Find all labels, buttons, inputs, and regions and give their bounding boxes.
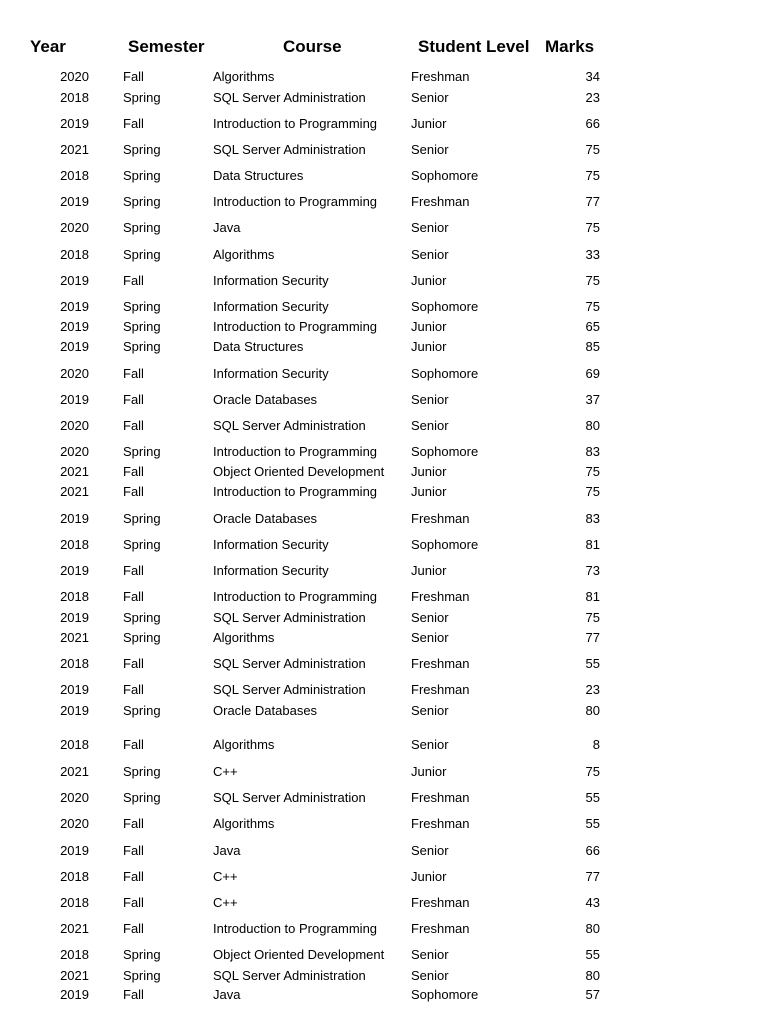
cell-semester[interactable]: Fall — [123, 484, 144, 499]
cell-semester[interactable]: Fall — [123, 366, 144, 381]
cell-semester[interactable]: Spring — [123, 247, 161, 262]
cell-course[interactable]: Introduction to Programming — [213, 444, 378, 459]
cell-course[interactable]: Algorithms — [213, 247, 275, 262]
cell-year[interactable]: 2021 — [60, 630, 89, 645]
cell-marks[interactable]: 8 — [592, 737, 600, 752]
cell-marks[interactable]: 81 — [585, 537, 600, 552]
table-row — [0, 921, 768, 937]
table-row — [0, 682, 768, 698]
cell-marks[interactable]: 80 — [585, 968, 600, 983]
table-row — [0, 563, 768, 579]
cell-student-level[interactable]: Senior — [411, 418, 449, 433]
table-row — [0, 511, 768, 527]
cell-course[interactable]: Algorithms — [213, 737, 275, 752]
cell-semester[interactable]: Spring — [123, 968, 161, 983]
cell-year[interactable]: 2021 — [60, 142, 89, 157]
cell-marks[interactable]: 43 — [585, 895, 600, 910]
cell-year[interactable]: 2019 — [60, 116, 89, 131]
table-row — [0, 656, 768, 672]
cell-year[interactable]: 2018 — [60, 589, 89, 604]
cell-student-level[interactable]: Senior — [411, 392, 449, 407]
cell-marks[interactable]: 75 — [585, 273, 600, 288]
cell-course[interactable]: SQL Server Administration — [213, 968, 366, 983]
cell-student-level[interactable]: Senior — [411, 737, 449, 752]
table-row — [0, 366, 768, 382]
cell-semester[interactable]: Spring — [123, 610, 161, 625]
cell-marks[interactable]: 55 — [585, 816, 600, 831]
cell-semester[interactable]: Fall — [123, 464, 144, 479]
table-row — [0, 247, 768, 263]
cell-marks[interactable]: 75 — [585, 464, 600, 479]
cell-marks[interactable]: 33 — [585, 247, 600, 262]
cell-semester[interactable]: Spring — [123, 947, 161, 962]
cell-year[interactable]: 2020 — [60, 418, 89, 433]
table-row — [0, 610, 768, 626]
cell-student-level[interactable]: Freshman — [411, 682, 470, 697]
cell-semester[interactable]: Spring — [123, 630, 161, 645]
table-row — [0, 220, 768, 236]
cell-course[interactable]: SQL Server Administration — [213, 418, 366, 433]
cell-marks[interactable]: 66 — [585, 843, 600, 858]
cell-semester[interactable]: Fall — [123, 895, 144, 910]
cell-year[interactable]: 2018 — [60, 737, 89, 752]
cell-year[interactable]: 2021 — [60, 484, 89, 499]
cell-course[interactable]: Information Security — [213, 366, 329, 381]
cell-marks[interactable]: 75 — [585, 142, 600, 157]
cell-year[interactable]: 2018 — [60, 168, 89, 183]
cell-student-level[interactable]: Freshman — [411, 194, 470, 209]
cell-course[interactable]: Object Oriented Development — [213, 464, 385, 479]
table-row — [0, 987, 768, 1003]
cell-semester[interactable]: Spring — [123, 444, 161, 459]
cell-marks[interactable]: 37 — [585, 392, 600, 407]
cell-course[interactable]: Information Security — [213, 563, 329, 578]
cell-course[interactable]: Algorithms — [213, 816, 275, 831]
cell-marks[interactable]: 66 — [585, 116, 600, 131]
table-row — [0, 418, 768, 434]
cell-year[interactable]: 2020 — [60, 816, 89, 831]
cell-year[interactable]: 2018 — [60, 537, 89, 552]
cell-student-level[interactable]: Junior — [411, 563, 447, 578]
cell-marks[interactable]: 83 — [585, 511, 600, 526]
cell-course[interactable]: Object Oriented Development — [213, 947, 385, 962]
cell-student-level[interactable]: Junior — [411, 339, 447, 354]
cell-student-level[interactable]: Freshman — [411, 511, 470, 526]
table-row — [0, 116, 768, 132]
cell-course[interactable]: SQL Server Administration — [213, 610, 366, 625]
cell-student-level[interactable]: Junior — [411, 484, 447, 499]
cell-semester[interactable]: Spring — [123, 194, 161, 209]
cell-marks[interactable]: 23 — [585, 682, 600, 697]
cell-year[interactable]: 2019 — [60, 703, 89, 718]
cell-marks[interactable]: 75 — [585, 220, 600, 235]
cell-year[interactable]: 2018 — [60, 895, 89, 910]
table-row — [0, 142, 768, 158]
table-row — [0, 69, 768, 85]
cell-year[interactable]: 2018 — [60, 869, 89, 884]
cell-marks[interactable]: 75 — [585, 299, 600, 314]
cell-marks[interactable]: 55 — [585, 947, 600, 962]
cell-semester[interactable]: Spring — [123, 511, 161, 526]
cell-student-level[interactable]: Senior — [411, 703, 449, 718]
cell-semester[interactable]: Spring — [123, 142, 161, 157]
table-row — [0, 537, 768, 553]
table-row — [0, 339, 768, 355]
cell-marks[interactable]: 65 — [585, 319, 600, 334]
cell-student-level[interactable]: Sophomore — [411, 366, 479, 381]
cell-year[interactable]: 2019 — [60, 682, 89, 697]
header-student-level[interactable]: Student Level — [418, 37, 530, 56]
table-row — [0, 968, 768, 984]
cell-course[interactable]: Data Structures — [213, 339, 304, 354]
table-row — [0, 194, 768, 210]
cell-marks[interactable]: 77 — [585, 869, 600, 884]
cell-semester[interactable]: Spring — [123, 537, 161, 552]
cell-student-level[interactable]: Junior — [411, 116, 447, 131]
cell-marks[interactable]: 75 — [585, 168, 600, 183]
cell-year[interactable]: 2019 — [60, 319, 89, 334]
cell-student-level[interactable]: Freshman — [411, 790, 470, 805]
table-row — [0, 869, 768, 885]
cell-year[interactable]: 2019 — [60, 987, 89, 1002]
cell-marks[interactable]: 73 — [585, 563, 600, 578]
header-year[interactable]: Year — [30, 37, 66, 56]
cell-year[interactable]: 2019 — [60, 610, 89, 625]
cell-year[interactable]: 2019 — [60, 511, 89, 526]
cell-student-level[interactable]: Sophomore — [411, 537, 479, 552]
table-row — [0, 947, 768, 963]
table-row — [0, 737, 768, 753]
cell-semester[interactable]: Fall — [123, 816, 144, 831]
table-row — [0, 589, 768, 605]
cell-course[interactable]: SQL Server Administration — [213, 682, 366, 697]
cell-student-level[interactable]: Freshman — [411, 921, 470, 936]
cell-semester[interactable]: Fall — [123, 418, 144, 433]
cell-student-level[interactable]: Senior — [411, 947, 449, 962]
cell-course[interactable]: Java — [213, 987, 241, 1002]
cell-student-level[interactable]: Freshman — [411, 589, 470, 604]
cell-course[interactable]: Information Security — [213, 299, 329, 314]
cell-year[interactable]: 2018 — [60, 947, 89, 962]
cell-year[interactable]: 2021 — [60, 968, 89, 983]
header-course[interactable]: Course — [283, 37, 342, 56]
table-row — [0, 703, 768, 719]
table-row — [0, 464, 768, 480]
cell-student-level[interactable]: Sophomore — [411, 444, 479, 459]
cell-marks[interactable]: 80 — [585, 418, 600, 433]
cell-semester[interactable]: Spring — [123, 90, 161, 105]
cell-semester[interactable]: Fall — [123, 563, 144, 578]
cell-course[interactable]: Introduction to Programming — [213, 319, 378, 334]
cell-year[interactable]: 2021 — [60, 464, 89, 479]
cell-semester[interactable]: Spring — [123, 703, 161, 718]
cell-marks[interactable]: 55 — [585, 656, 600, 671]
cell-semester[interactable]: Spring — [123, 220, 161, 235]
cell-marks[interactable]: 77 — [585, 194, 600, 209]
cell-year[interactable]: 2020 — [60, 366, 89, 381]
cell-year[interactable]: 2019 — [60, 299, 89, 314]
cell-year[interactable]: 2020 — [60, 790, 89, 805]
cell-marks[interactable]: 23 — [585, 90, 600, 105]
cell-course[interactable]: Information Security — [213, 273, 329, 288]
cell-semester[interactable]: Fall — [123, 737, 144, 752]
cell-course[interactable]: Java — [213, 843, 241, 858]
table-row — [0, 168, 768, 184]
cell-semester[interactable]: Fall — [123, 869, 144, 884]
cell-semester[interactable]: Spring — [123, 790, 161, 805]
cell-student-level[interactable]: Senior — [411, 843, 449, 858]
cell-year[interactable]: 2019 — [60, 339, 89, 354]
cell-semester[interactable]: Spring — [123, 299, 161, 314]
cell-semester[interactable]: Fall — [123, 682, 144, 697]
cell-student-level[interactable]: Junior — [411, 464, 447, 479]
cell-year[interactable]: 2021 — [60, 921, 89, 936]
cell-year[interactable]: 2018 — [60, 656, 89, 671]
cell-student-level[interactable]: Senior — [411, 142, 449, 157]
cell-year[interactable]: 2019 — [60, 194, 89, 209]
cell-marks[interactable]: 77 — [585, 630, 600, 645]
cell-student-level[interactable]: Freshman — [411, 816, 470, 831]
cell-semester[interactable]: Fall — [123, 843, 144, 858]
table-row — [0, 484, 768, 500]
table-row — [0, 843, 768, 859]
cell-year[interactable]: 2019 — [60, 843, 89, 858]
cell-semester[interactable]: Spring — [123, 168, 161, 183]
table-row — [0, 319, 768, 335]
cell-semester[interactable]: Fall — [123, 987, 144, 1002]
cell-semester[interactable]: Spring — [123, 319, 161, 334]
cell-course[interactable]: SQL Server Administration — [213, 656, 366, 671]
cell-course[interactable]: SQL Server Administration — [213, 790, 366, 805]
cell-student-level[interactable]: Sophomore — [411, 168, 479, 183]
cell-course[interactable]: Algorithms — [213, 630, 275, 645]
table-row — [0, 630, 768, 646]
cell-course[interactable]: C++ — [213, 764, 238, 779]
cell-semester[interactable]: Spring — [123, 339, 161, 354]
cell-student-level[interactable]: Sophomore — [411, 299, 479, 314]
cell-year[interactable]: 2021 — [60, 764, 89, 779]
cell-course[interactable]: Introduction to Programming — [213, 116, 378, 131]
cell-marks[interactable]: 55 — [585, 790, 600, 805]
cell-semester[interactable]: Fall — [123, 656, 144, 671]
cell-semester[interactable]: Fall — [123, 69, 144, 84]
cell-marks[interactable]: 80 — [585, 703, 600, 718]
cell-student-level[interactable]: Senior — [411, 968, 449, 983]
table-row — [0, 895, 768, 911]
header-marks[interactable]: Marks — [545, 37, 595, 56]
cell-course[interactable]: Oracle Databases — [213, 392, 318, 407]
cell-student-level[interactable]: Junior — [411, 869, 447, 884]
table-row — [0, 392, 768, 408]
cell-semester[interactable]: Fall — [123, 116, 144, 131]
table-row — [0, 816, 768, 832]
cell-student-level[interactable]: Senior — [411, 90, 449, 105]
cell-student-level[interactable]: Senior — [411, 247, 449, 262]
cell-marks[interactable]: 34 — [585, 69, 600, 84]
cell-year[interactable]: 2020 — [60, 220, 89, 235]
cell-student-level[interactable]: Senior — [411, 630, 449, 645]
cell-student-level[interactable]: Junior — [411, 273, 447, 288]
cell-marks[interactable]: 80 — [585, 921, 600, 936]
cell-course[interactable]: C++ — [213, 895, 238, 910]
cell-student-level[interactable]: Freshman — [411, 656, 470, 671]
cell-marks[interactable]: 75 — [585, 610, 600, 625]
cell-semester[interactable]: Spring — [123, 764, 161, 779]
cell-year[interactable]: 2019 — [60, 273, 89, 288]
cell-semester[interactable]: Fall — [123, 589, 144, 604]
table-row — [0, 790, 768, 806]
cell-student-level[interactable]: Freshman — [411, 69, 470, 84]
cell-course[interactable]: C++ — [213, 869, 238, 884]
cell-student-level[interactable]: Sophomore — [411, 987, 479, 1002]
cell-marks[interactable]: 83 — [585, 444, 600, 459]
cell-year[interactable]: 2019 — [60, 392, 89, 407]
header-semester[interactable]: Semester — [128, 37, 205, 56]
cell-semester[interactable]: Fall — [123, 921, 144, 936]
cell-student-level[interactable]: Freshman — [411, 895, 470, 910]
cell-semester[interactable]: Fall — [123, 392, 144, 407]
cell-student-level[interactable]: Junior — [411, 764, 447, 779]
cell-semester[interactable]: Fall — [123, 273, 144, 288]
cell-course[interactable]: Introduction to Programming — [213, 194, 378, 209]
cell-marks[interactable]: 81 — [585, 589, 600, 604]
cell-course[interactable]: SQL Server Administration — [213, 90, 366, 105]
cell-course[interactable]: Information Security — [213, 537, 329, 552]
table-row — [0, 444, 768, 460]
cell-marks[interactable]: 75 — [585, 484, 600, 499]
cell-course[interactable]: Data Structures — [213, 168, 304, 183]
cell-student-level[interactable]: Senior — [411, 610, 449, 625]
cell-marks[interactable]: 85 — [585, 339, 600, 354]
cell-course[interactable]: Introduction to Programming — [213, 589, 378, 604]
cell-year[interactable]: 2018 — [60, 90, 89, 105]
cell-course[interactable]: Algorithms — [213, 69, 275, 84]
cell-year[interactable]: 2018 — [60, 247, 89, 262]
cell-course[interactable]: Introduction to Programming — [213, 921, 378, 936]
table-row — [0, 764, 768, 780]
cell-marks[interactable]: 75 — [585, 764, 600, 779]
cell-marks[interactable]: 57 — [585, 987, 600, 1002]
cell-student-level[interactable]: Senior — [411, 220, 449, 235]
table-row — [0, 273, 768, 289]
cell-course[interactable]: SQL Server Administration — [213, 142, 366, 157]
cell-course[interactable]: Introduction to Programming — [213, 484, 378, 499]
cell-year[interactable]: 2019 — [60, 563, 89, 578]
table-row — [0, 90, 768, 106]
cell-marks[interactable]: 69 — [585, 366, 600, 381]
cell-course[interactable]: Oracle Databases — [213, 703, 318, 718]
cell-student-level[interactable]: Junior — [411, 319, 447, 334]
table-row — [0, 299, 768, 315]
cell-year[interactable]: 2020 — [60, 444, 89, 459]
cell-course[interactable]: Java — [213, 220, 241, 235]
cell-course[interactable]: Oracle Databases — [213, 511, 318, 526]
cell-year[interactable]: 2020 — [60, 69, 89, 84]
